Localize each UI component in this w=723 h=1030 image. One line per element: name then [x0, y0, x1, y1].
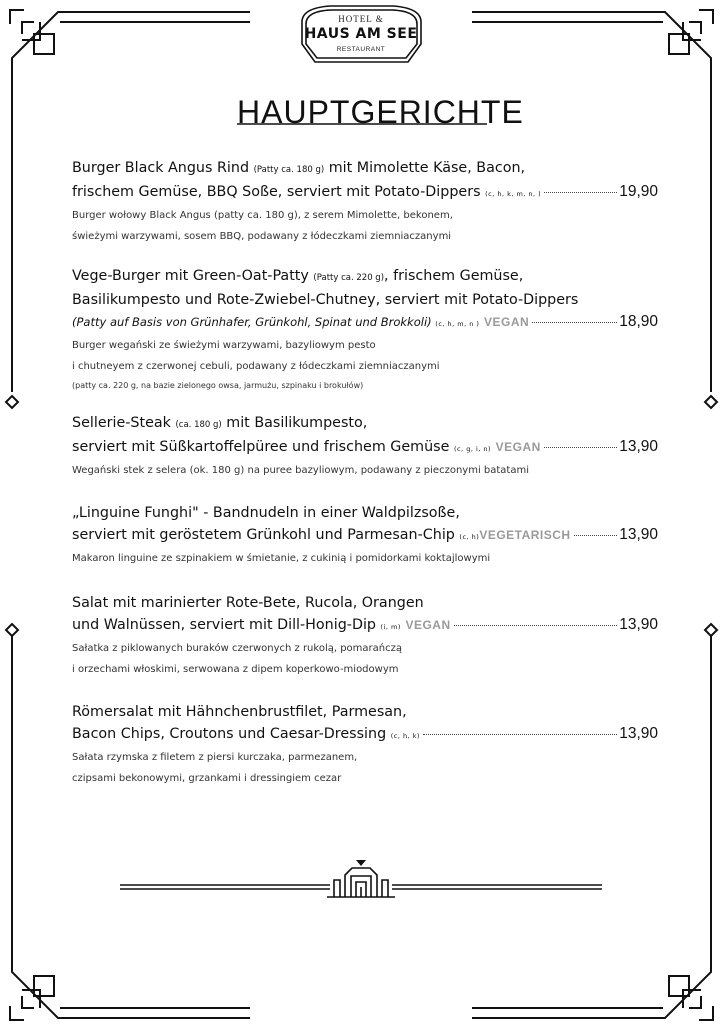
- diet-tag: VEGAN: [495, 440, 541, 454]
- allergen-codes: (c, h, k, m, n, ): [485, 190, 542, 198]
- polish-translation: Wegański stek z selera (ok. 180 g) na puree bazyliowym, podawany z pieczonymi batatami: [72, 465, 529, 476]
- portion-note: (Patty ca. 180 g): [253, 165, 325, 175]
- menu-item: [72, 265, 658, 395]
- price: 13,90: [619, 616, 658, 633]
- polish-translation: Sałatka z piklowanych buraków czerwonych z rukolą, pomarańczą: [72, 643, 402, 654]
- dish-name: Vege-Burger mit Green-Oat-Patty: [72, 268, 314, 284]
- dish-description: serviert mit Süßkartoffelpüree und frischem Gemüse: [72, 439, 454, 455]
- allergen-codes: (c, g, i, n): [453, 445, 492, 453]
- dish-line: [72, 614, 658, 638]
- portion-note: (ca. 180 g): [175, 420, 222, 430]
- dish-name: „Linguine Funghi" - Bandnudeln in einer Waldpilzsoße,: [72, 505, 460, 521]
- dish-description: frischem Gemüse, BBQ Soße, serviert mit Potato-Dippers: [72, 184, 486, 200]
- dish-description: serviert mit geröstetem Grünkohl und Parmesan-Chip: [72, 527, 460, 543]
- polish-translation: i orzechami włoskimi, serwowana z dipem koperkowo-miodowym: [72, 664, 399, 675]
- dish-name: Sellerie-Steak: [72, 415, 176, 431]
- allergen-codes: (c, h, m, n ): [435, 320, 480, 328]
- page-title: HAUPTGERICHTE: [237, 94, 524, 130]
- dish-name: Salat mit marinierter Rote-Bete, Rucola, Orangen: [72, 595, 424, 611]
- allergen-codes: (c, h): [459, 533, 480, 541]
- dish-description: , frischem Gemüse,: [384, 268, 524, 284]
- logo-name-text: HAUS AM SEE: [304, 26, 418, 42]
- polish-translation: Burger wegański ze świeżymi warzywami, bazyliowym pesto: [72, 340, 376, 351]
- dot-leader: [544, 447, 617, 448]
- menu-item: [72, 502, 658, 569]
- price: 13,90: [619, 725, 658, 742]
- dish-description: Bacon Chips, Croutons und Caesar-Dressing: [72, 726, 391, 742]
- menu-item: [72, 157, 658, 247]
- dish-name: Römersalat mit Hähnchenbrustfilet, Parmesan,: [72, 704, 407, 720]
- polish-translation: Burger wołowy Black Angus (patty ca. 180 g), z serem Mimolette, bekonem,: [72, 210, 453, 221]
- polish-translation: i chutneyem z czerwonej cebuli, podawany z łódeczkami ziemniaczanymi: [72, 361, 440, 372]
- dot-leader: [454, 625, 618, 626]
- diet-tag: VEGAN: [405, 618, 451, 632]
- dish-line: [72, 157, 658, 181]
- polish-translation: świeżymi warzywami, sosem BBQ, podawany z łódeczkami ziemniaczanymi: [72, 231, 452, 242]
- menu-item: [72, 701, 658, 789]
- dish-line: [72, 412, 658, 436]
- dish-line: [72, 181, 658, 205]
- allergen-codes: (i, m): [380, 623, 401, 631]
- dot-leader: [423, 734, 617, 735]
- polish-translation: Sałata rzymska z filetem z piersi kurczaka, parmezanem,: [72, 752, 358, 763]
- diet-tag: VEGAN: [484, 315, 530, 329]
- dish-line: [72, 524, 658, 548]
- dish-description: und Walnüssen, serviert mit Dill-Honig-Dip: [72, 617, 381, 633]
- dish-line: [72, 436, 658, 460]
- logo-hotel-text: HOTEL &: [338, 14, 384, 24]
- price: 18,90: [619, 313, 658, 330]
- logo-restaurant-text: RESTAURANT: [336, 46, 386, 53]
- diet-tag: VEGETARISCH: [479, 528, 571, 542]
- dot-leader: [574, 535, 618, 536]
- menu-item: [72, 592, 658, 680]
- dot-leader: [532, 322, 617, 323]
- price: 19,90: [619, 183, 658, 200]
- polish-translation: czipsami bekonowymi, grzankami i dressingiem cezar: [72, 773, 342, 784]
- polish-translation: (patty ca. 220 g, na bazie zielonego owsa, jarmużu, szpinaku i brokułów): [72, 381, 364, 390]
- dish-description: mit Mimolette Käse, Bacon,: [324, 160, 526, 176]
- polish-translation: Makaron linguine ze szpinakiem w śmietanie, z cukinią i pomidorkami koktajlowymi: [72, 553, 491, 564]
- dish-line: [72, 265, 658, 289]
- dish-description: mit Basilikumpesto,: [221, 415, 368, 431]
- dish-line: [72, 311, 658, 335]
- allergen-codes: (c, h, k): [390, 732, 421, 740]
- portion-note: (Patty ca. 220 g): [313, 273, 385, 283]
- ingredient-note: (Patty auf Basis von Grünhafer, Grünkohl, Spinat und Brokkoli): [72, 315, 436, 329]
- dish-description: Basilikumpesto und Rote-Zwiebel-Chutney, serviert mit Potato-Dippers: [72, 292, 579, 308]
- price: 13,90: [619, 438, 658, 455]
- price: 13,90: [619, 526, 658, 543]
- dot-leader: [544, 192, 617, 193]
- dish-name: Burger Black Angus Rind: [72, 160, 254, 176]
- restaurant-logo: [299, 6, 423, 70]
- dish-line: [72, 723, 658, 747]
- menu-item: [72, 412, 658, 481]
